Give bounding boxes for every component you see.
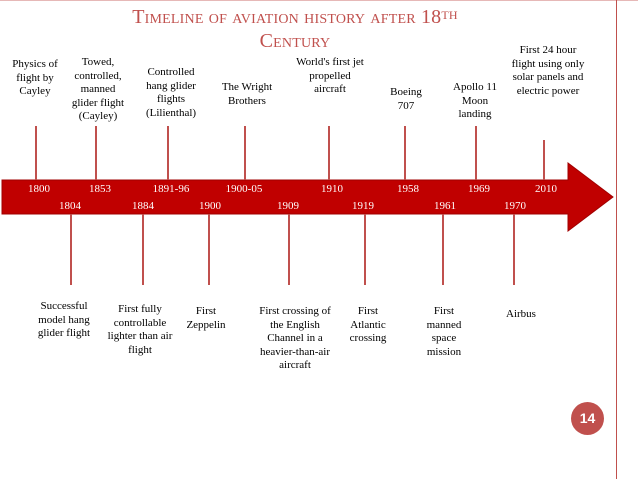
event-model-hang-glider: Successful model hang glider flight xyxy=(37,300,91,339)
connector-1909 xyxy=(288,214,290,285)
event-boeing-707: Boeing 707 xyxy=(390,86,422,112)
connector-1961 xyxy=(442,214,444,285)
year-1970: 1970 xyxy=(504,200,526,212)
slide-title-line1: Timeline of aviation history after 18TH xyxy=(132,6,458,28)
connector-1910 xyxy=(328,126,330,180)
year-1804: 1804 xyxy=(59,200,81,212)
event-first-jet: World's first jet propelled aircraft xyxy=(296,56,364,95)
event-controllable-airship: First fully controllable lighter than air flight xyxy=(107,303,173,356)
event-apollo-11: Apollo 11 Moon landing xyxy=(453,81,497,120)
year-2010: 2010 xyxy=(535,183,557,195)
connector-1804 xyxy=(70,214,72,285)
event-solar-flight: First 24 hour flight using only solar panels and electric power xyxy=(511,44,585,97)
event-manned-space: First manned space mission xyxy=(426,305,462,358)
connector-1800 xyxy=(35,126,37,180)
year-1884: 1884 xyxy=(132,200,154,212)
connector-1919 xyxy=(364,214,366,285)
connector-2010 xyxy=(543,140,545,180)
year-1958: 1958 xyxy=(397,183,419,195)
event-first-zeppelin: First Zeppelin xyxy=(186,305,226,331)
connector-1958 xyxy=(404,126,406,180)
event-physics-of-flight: Physics of flight by Cayley xyxy=(12,58,58,97)
event-wright-brothers: The Wright Brothers xyxy=(221,81,273,107)
year-1961: 1961 xyxy=(434,200,456,212)
year-1900: 1900 xyxy=(199,200,221,212)
connector-1884 xyxy=(142,214,144,285)
event-english-channel: First crossing of the English Channel in a heavier-than-air aircraft xyxy=(259,305,331,371)
year-1800: 1800 xyxy=(28,183,50,195)
connector-1900 xyxy=(208,214,210,285)
year-1900-05: 1900-05 xyxy=(225,183,263,195)
year-1919: 1919 xyxy=(352,200,374,212)
year-1853: 1853 xyxy=(89,183,111,195)
page-number-badge: 14 xyxy=(571,402,604,435)
connector-1900-05 xyxy=(244,126,246,180)
year-1891-96: 1891-96 xyxy=(152,183,190,195)
connector-1891 xyxy=(167,126,169,180)
connector-1970 xyxy=(513,214,515,285)
event-airbus: Airbus xyxy=(506,308,536,320)
event-atlantic-crossing: First Atlantic crossing xyxy=(349,305,387,344)
year-1910: 1910 xyxy=(321,183,343,195)
slide-title-line2: Century xyxy=(259,30,331,52)
event-lilienthal: Controlled hang glider flights (Lilienthal) xyxy=(145,66,197,119)
year-1969: 1969 xyxy=(468,183,490,195)
connector-1969 xyxy=(475,126,477,180)
year-1909: 1909 xyxy=(277,200,299,212)
connector-1853 xyxy=(95,126,97,180)
event-towed-glider: Towed, controlled, manned glider flight (Cayley) xyxy=(71,56,125,122)
